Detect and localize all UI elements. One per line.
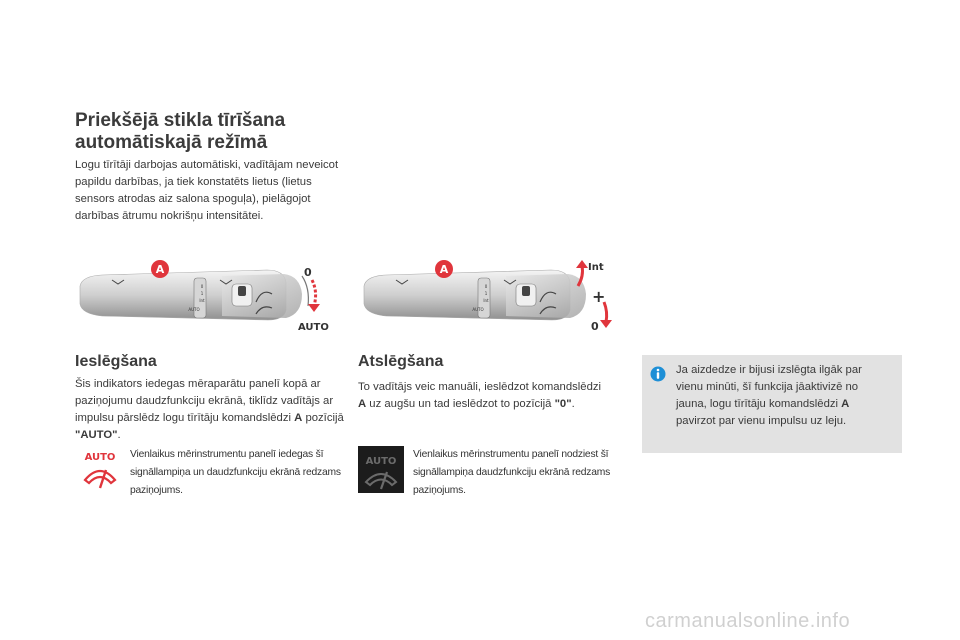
scale-label: Int [199, 298, 205, 303]
auto-off-icon-label: AUTO [365, 456, 397, 467]
info-text-part: pavirzot par vienu impulsu uz leju. [676, 415, 847, 427]
plus-sign: + [592, 287, 606, 306]
activation-text-part: . [117, 429, 121, 441]
marker-a-label: A [439, 263, 449, 276]
deactivation-note: Vienlaikus mērinstrumentu panelī nodziest šī signāllampiņa daudzfunkciju ekrānā redzams paziņojums. [413, 449, 611, 496]
position-0-label: 0 [304, 266, 312, 279]
position-int-label: Int [588, 262, 604, 273]
position-0-label: 0 [591, 320, 599, 333]
info-icon [650, 366, 666, 382]
deactivation-heading: Atslēgšana [358, 353, 444, 370]
wiper-stalk-diagram-off [356, 258, 621, 336]
info-text-part: Ja aizdedze ir bijusi izslēgta ilgāk par vienu minūti, šī funkcija jāaktivizē no jauna, logu tīrītāju komandslēdzi [676, 364, 862, 410]
title-line-1: Priekšējā stikla tīrīšana [75, 110, 286, 131]
deactivation-text-part: To vadītājs veic manuāli, ieslēdzot komandslēdzi [358, 381, 602, 393]
scale-label: 0 [200, 284, 204, 289]
page-title [75, 110, 355, 154]
deactivation-text [358, 379, 608, 413]
marker-a-label: A [155, 263, 165, 276]
scale-label: Int [483, 298, 489, 303]
deactivation-key: A [358, 398, 367, 410]
scale-label: 1 [200, 291, 204, 296]
activation-key: A [294, 412, 303, 424]
position-auto-label: AUTO [298, 322, 329, 333]
activation-note: Vienlaikus mērinstrumentu panelī iedegas šī signāllampiņa un daudzfunkciju ekrānā redzams paziņojums. [130, 449, 341, 496]
activation-text [75, 376, 345, 444]
scale-label: 0 [484, 284, 488, 289]
scale-label: 1 [484, 291, 488, 296]
wiper-stalk-diagram-auto [72, 258, 337, 336]
info-key: A [841, 398, 850, 410]
deactivation-text-part: . [571, 398, 575, 410]
activation-text-part: pozīcijā [302, 412, 344, 424]
title-line-2: automātiskajā režīmā [75, 132, 268, 153]
deactivation-value: "0" [554, 398, 572, 410]
activation-text-part: Šis indikators iedegas mēraparātu panelī kopā ar paziņojumu daudzfunkciju ekrānā, tiklīdz vadītājs ar impulsu pārslēdz logu tīrītāju komandslēdzi [75, 378, 334, 424]
auto-wiper-indicator-icon [80, 448, 120, 492]
intro-paragraph: Logu tīrītāji darbojas automātiski, vadītājam neveicot papildu darbības, ja tiek konstatēts lietus (lietus sensors atrodas aiz salona spoguļa), pielāgojot darbības ātrumu nokrišņu intensitātei. [75, 159, 339, 222]
scale-label: AUTO [188, 307, 200, 312]
watermark: carmanualsonline.info [645, 610, 851, 632]
scale-label: AUTO [472, 307, 484, 312]
info-text [676, 362, 891, 430]
auto-wiper-off-icon [358, 446, 404, 493]
activation-value: "AUTO" [75, 429, 118, 441]
auto-icon-label: AUTO [84, 452, 116, 463]
activation-heading: Ieslēgšana [75, 353, 157, 370]
deactivation-text-part: uz augšu un tad ieslēdzot to pozīcijā [366, 398, 555, 410]
auto-wiper-off-indicator [358, 446, 404, 493]
